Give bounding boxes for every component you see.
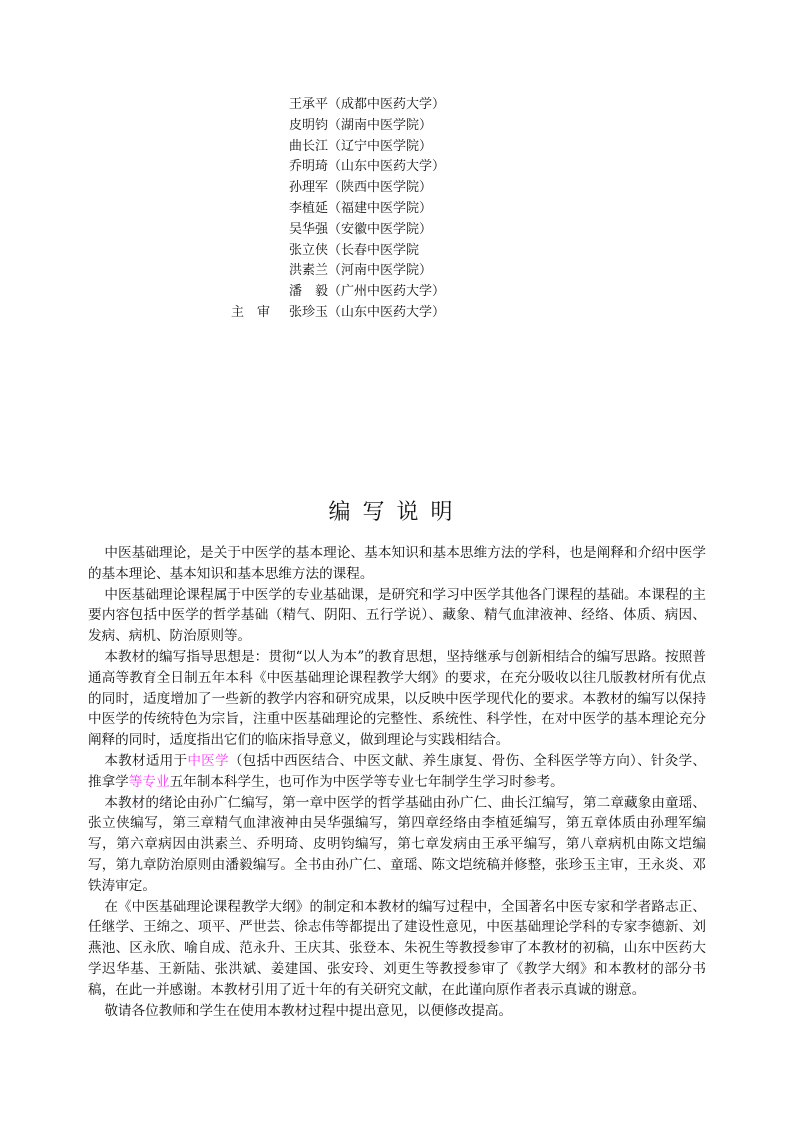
reviewer-name: 张珍玉（山东中医药大学）: [289, 305, 446, 320]
editor-entry: 潘 毅（广州中医药大学）: [289, 284, 446, 300]
reviewer-role: 主 审: [231, 305, 271, 320]
paragraph: 本教材的编写指导思想是：贯彻“以人为本”的教育思想，坚持继承与创新相结合的编写思路。按照普通高等教育全日制五年本科《中医基础理论课程教学大纲》的要求，在充分吸收以往几版教材所有优点的同时，适度增加了一些新的教学内容和研究成果，以反映中医学现代化的要求。本教材的编写以保持中医学的传统特色为宗旨，注重中医基础理论的完整性、系统性、科学性，在对中医学的基本理论充分阐释的同时，适度指出它们的临床指导意义，做到理论与实践相结合。: [88, 648, 706, 749]
editor-entry: 洪素兰（河南中医学院）: [289, 263, 433, 279]
editor-entry: 李植延（福建中医学院）: [289, 200, 433, 216]
editor-entry: 曲长江（辽宁中医学院）: [289, 138, 433, 154]
section-title: 编写说明: [328, 500, 465, 525]
highlighted-text: 等专业: [128, 773, 170, 790]
paragraph: 本教材的绪论由孙广仁编写，第一章中医学的哲学基础由孙广仁、曲长江编写，第二章藏象由童瑶、张立侠编写，第三章精气血津液神由吴华强编写，第四章经络由李植延编写，第五章体质由孙理军编写，第六章病因由洪素兰、乔明琦、皮明钧编写，第七章发病由王承平编写，第八章病机由陈文垲编写，第九章防治原则由潘毅编写。全书由孙广仁、童瑶、陈文垲统稿并修整，张珍玉主审，王永炎、邓铁涛审定。: [88, 794, 706, 894]
section-body: [88, 543, 706, 1021]
text: （包括中西医结合、中医文献、养生康复、骨伤、全科医学等方向）、针灸学、推拿学: [88, 752, 707, 790]
chief-reviewer: [231, 303, 445, 324]
paragraph: [88, 751, 706, 793]
editor-entry: 吴华强（安徽中医学院）: [289, 221, 433, 237]
highlighted-text: 中医学: [187, 752, 229, 769]
text: 五年制本科学生，也可作为中医学等专业七年制学生学习时参考。: [169, 773, 564, 790]
editor-entry: 孙理军（陕西中医学院）: [289, 180, 433, 196]
text: 本教材适用于: [104, 752, 188, 769]
editor-entry: 乔明琦（山东中医药大学）: [289, 159, 446, 175]
editor-entry: 皮明钧（湖南中医学院）: [289, 117, 433, 133]
paragraph: 中医基础理论课程属于中医学的专业基础课，是研究和学习中医学其他各门课程的基础。本课程的主要内容包括中医学的哲学基础（精气、阴阳、五行学说）、藏象、精气血津液神、经络、体质、病因、发病、病机、防治原则等。: [88, 586, 706, 645]
paragraph: 在《中医基础理论课程教学大纲》的制定和本教材的编写过程中，全国著名中医专家和学者路志正、任继学、王绵之、项平、严世芸、徐志伟等都提出了建设性意见，中医基础理论学科的专家李德新、刘燕池、区永欣、喻自成、范永升、王庆其、张登本、朱祝生等教授参审了本教材的初稿，山东中医药大学迟华基、王新陆、张洪斌、姜建国、张安玲、刘更生等教授参审了《教学大纲》和本教材的部分书稿，在此一并感谢。本教材引用了近十年的有关研究文献，在此谨向原作者表示真诚的谢意。: [88, 898, 706, 998]
editor-entry: 张立侠（长春中医学院: [289, 242, 420, 258]
paragraph: 敬请各位教师和学生在使用本教材过程中提出意见，以便修改提高。: [104, 1002, 513, 1019]
paragraph: 中医基础理论，是关于中医学的基本理论、基本知识和基本思维方法的学科，也是阐释和介绍中医学的基本理论、基本知识和基本思维方法的课程。: [88, 545, 706, 582]
editor-list: [289, 95, 445, 303]
editor-entry: 王承平（成都中医药大学）: [289, 97, 446, 112]
